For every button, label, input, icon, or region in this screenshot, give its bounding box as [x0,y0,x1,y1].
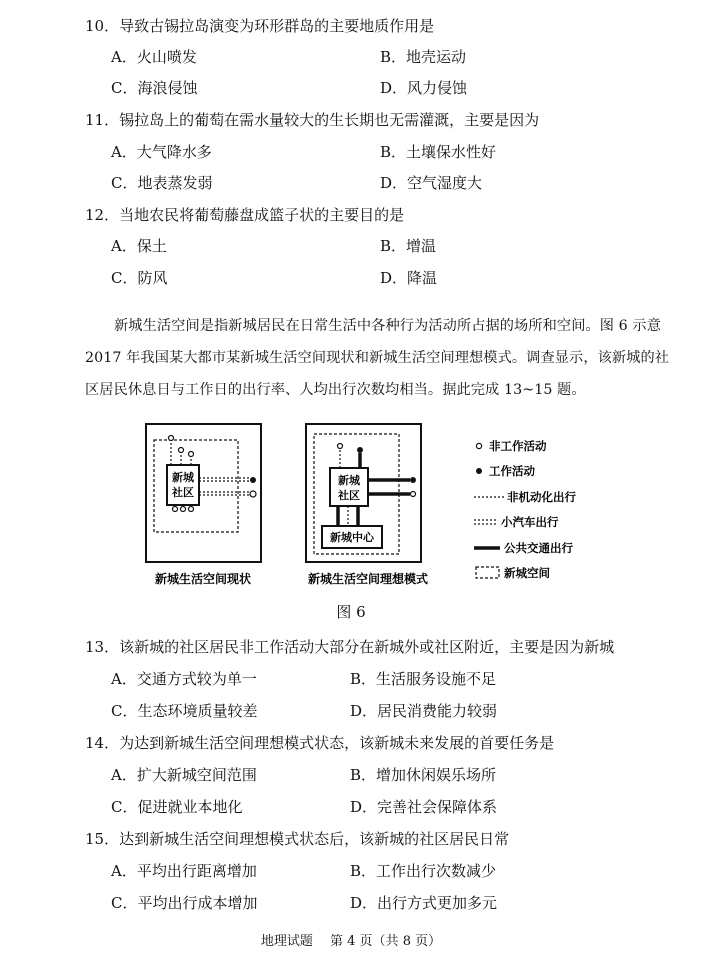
question-10-option-b: B．地壳运动 [380,48,467,66]
current-nonwork-marker [179,448,184,453]
question-14-option-a: A．扩大新城空间范围 [111,766,257,784]
passage-line-2: 2017 年我国某大都市某新城生活空间现状和新城生活空间理想模式。调查显示，该新城的社 [85,350,670,366]
current-nonwork-marker [169,436,174,441]
question-11-option-c: C．地表蒸发弱 [111,174,213,192]
question-14-stem: 14．为达到新城生活空间理想模式状态，该新城未来发展的首要任务是 [85,734,555,752]
question-15-option-c: C．平均出行成本增加 [111,894,258,912]
ideal-community-label-2: 社区 [338,489,360,502]
current-nonwork-marker [250,491,256,497]
question-12-option-d: D．降温 [380,269,438,287]
current-work-marker [250,477,256,483]
question-10-option-a: A．火山喷发 [111,48,197,66]
question-10-option-d: D．风力侵蚀 [380,79,468,97]
question-13-option-b: B．生活服务设施不足 [350,670,497,688]
current-nonwork-marker [189,452,194,457]
question-12-option-a: A．保土 [111,237,167,255]
legend-space: 新城空间 [504,566,550,580]
question-14-option-d: D．完善社会保障体系 [350,798,498,816]
question-13-stem: 13．该新城的社区居民非工作活动大部分在新城外或社区附近，主要是因为新城 [85,638,615,656]
ideal-caption: 新城生活空间理想模式 [307,572,429,586]
ideal-work-marker [357,447,363,453]
passage-line-1: 新城生活空间是指新城居民在日常生活中各种行为活动所占据的场所和空间。图 6 示意 [114,318,661,334]
legend-public: 公共交通出行 [504,541,573,555]
question-10-option-c: C．海浪侵蚀 [111,79,198,97]
question-11-option-b: B．土壤保水性好 [380,143,497,161]
question-11-stem: 11．锡拉岛上的葡萄在需水量较大的生长期也无需灌溉，主要是因为 [85,111,540,129]
question-12-option-c: C．防风 [111,269,168,287]
legend-work: 工作活动 [489,464,535,478]
ideal-community-label-1: 新城 [338,474,360,487]
current-status-diagram [146,424,261,586]
ideal-center-label: 新城中心 [330,531,374,544]
legend-non-work: 非工作活动 [489,439,547,453]
legend [474,439,576,580]
question-14-option-b: B．增加休闲娱乐场所 [350,766,497,784]
question-15-option-d: D．出行方式更加多元 [350,894,498,912]
legend-car: 小汽车出行 [501,515,559,529]
current-caption: 新城生活空间现状 [154,572,252,586]
ideal-mode-diagram [306,424,428,586]
passage-line-3: 区居民休息日与工作日的出行率、人均出行次数均相当。据此完成 13~15 题。 [85,382,586,398]
question-13-option-a: A．交通方式较为单一 [111,670,257,688]
page-footer: 地理试题 第 4 页（共 8 页） [260,934,442,949]
question-15-option-b: B．工作出行次数减少 [350,862,497,880]
question-11-option-a: A．大气降水多 [111,143,212,161]
current-outer-frame [146,424,261,562]
question-15-option-a: A．平均出行距离增加 [111,862,257,880]
question-13-option-d: D．居民消费能力较弱 [350,702,498,720]
current-community-label-1: 新城 [172,471,194,484]
question-11-option-d: D．空气湿度大 [380,174,483,192]
question-12-option-b: B．增温 [380,237,437,255]
current-community-label-2: 社区 [172,486,194,499]
figure-label: 图 6 [336,603,366,621]
question-10-stem: 10．导致古锡拉岛演变为环形群岛的主要地质作用是 [85,17,435,35]
question-12-stem: 12．当地农民将葡萄藤盘成篮子状的主要目的是 [85,206,405,224]
legend-non-motor: 非机动化出行 [507,490,576,504]
question-13-option-c: C．生态环境质量较差 [111,702,258,720]
question-14-option-c: C．促进就业本地化 [111,798,243,816]
question-15-stem: 15．达到新城生活空间理想模式状态后，该新城的社区居民日常 [85,830,510,848]
